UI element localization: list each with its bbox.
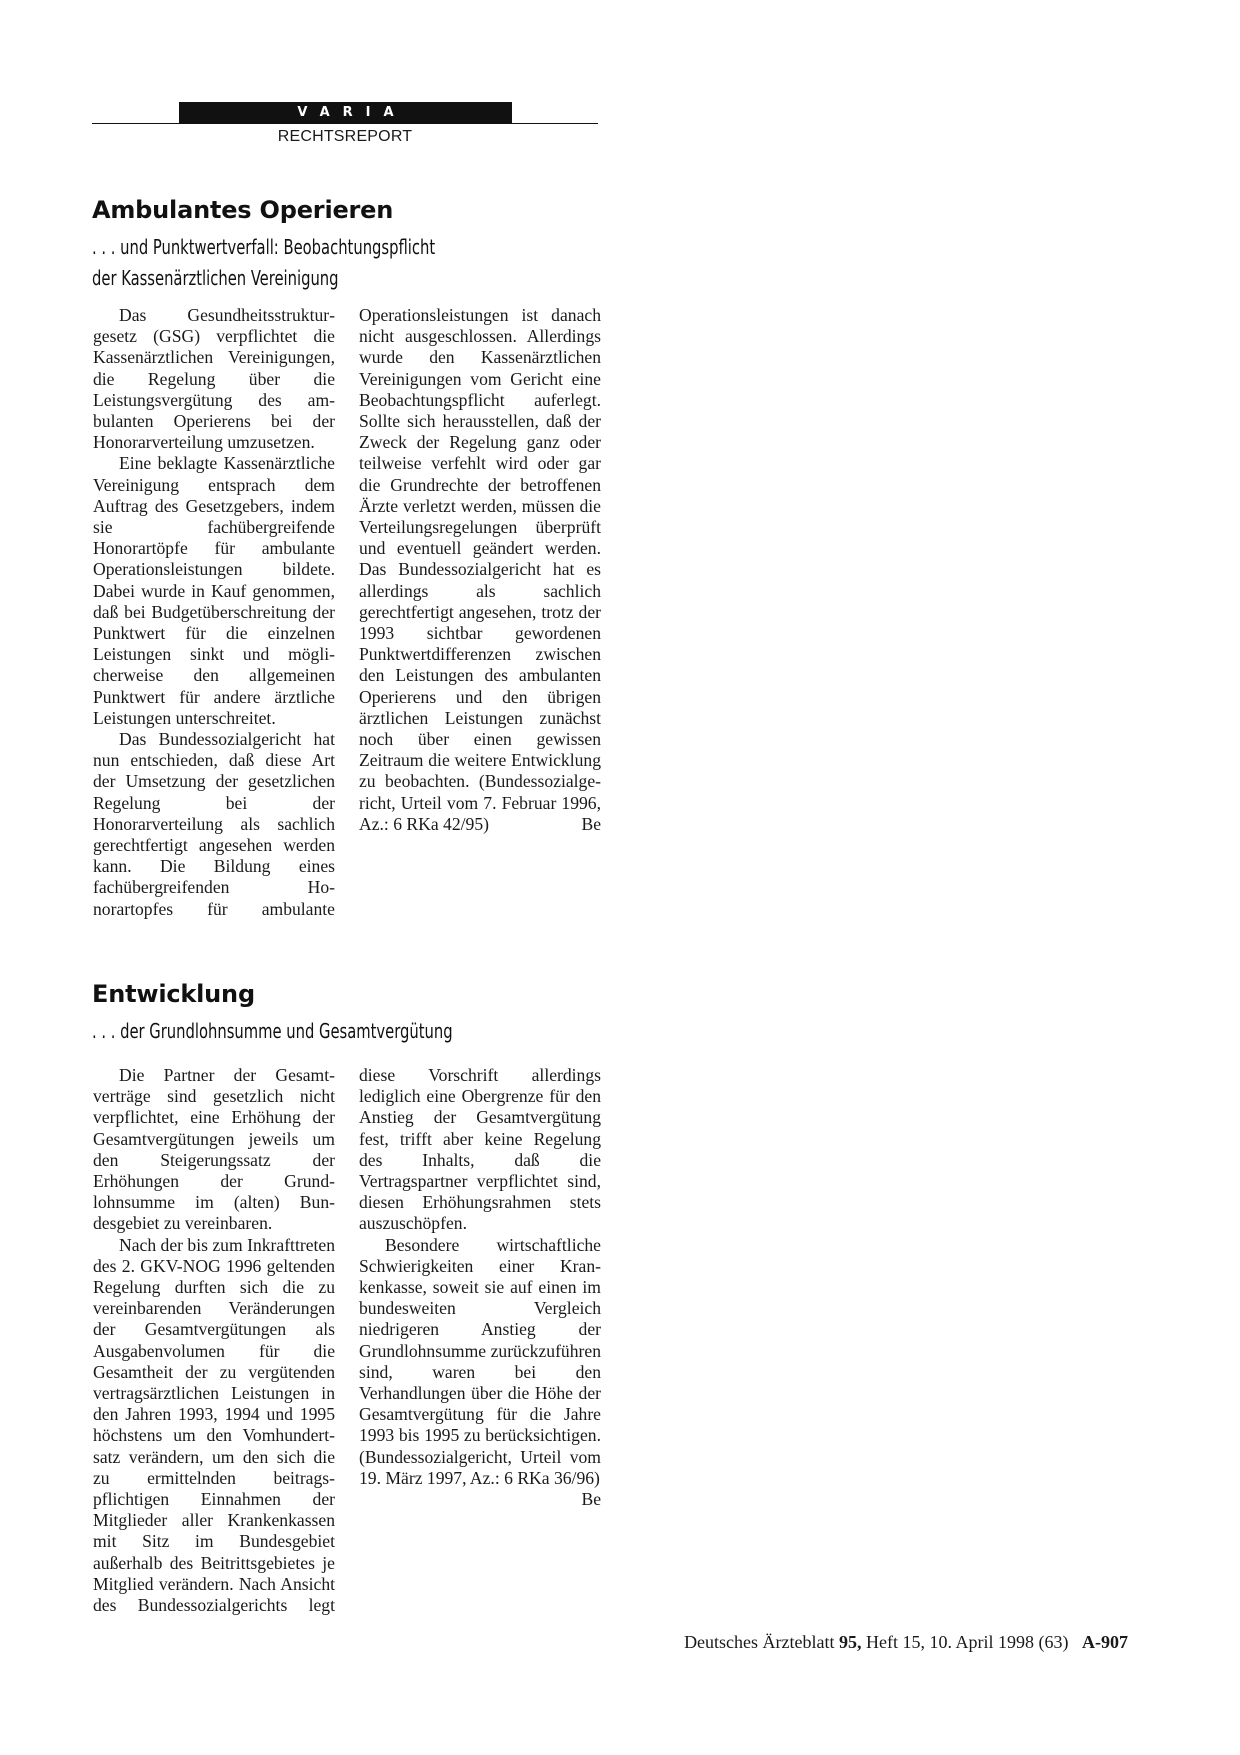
footer-issue: Heft 15, 10. April 1998 (63) — [866, 1632, 1069, 1652]
article2-paragraph-2: Nach der bis zum Inkrafttreten des 2. GKV-NOG 1996 geltenden Regelung durften sich die zu vereinbarenden Veränderungen der Gesamtvergütungen als Ausgabenvolumen für die Gesamtheit der zu vergütenden vertragsärztlichen Leistungen in den Jahren 1993, 1994 und 1995 höchstens um den Vomhundertsatz verändern, um den sich die zu ermittelnden beitragspflichtigen Einnahmen der Mitglieder aller Krankenkassen mit Sitz im Bundesgebiet außerhalb des Beitrittsgebietes je Mitglied verändern. Nach Ansicht des Bundessozialgerichts legt diese Vorschrift allerdings lediglich eine Obergrenze für den Anstieg der Gesamtvergütung fest, trifft aber keine Regelung des Inhalts, daß die Vertragspartner verpflichtet sind, diesen Erhöhungsrahmen stets auszuschöpfen. — [93, 1065, 601, 1616]
section-divider — [92, 123, 598, 124]
article2-body — [93, 1065, 601, 1637]
section-rubric: RECHTSREPORT — [277, 128, 413, 145]
article1-subtitle-line1: . . . und Punktwertverfall: Beobachtungspflicht — [92, 235, 436, 259]
article1-paragraph-3-text: Das Bundessozialgericht hat nun entschieden, daß diese Art der Umsetzung der gesetzlichen Regelung bei der Honorarverteilung als sachlich gerechtfertigt angesehen werden kann. Die Bildung eines fachübergreifenden Honorartopfes für ambulante Operationsleistungen ist danach nicht ausgeschlossen. Allerdings wurde den Kassenärztlichen Vereinigungen vom Gericht eine Beobachtungspflicht auferlegt. Sollte sich herausstellen, daß der Zweck der Regelung ganz oder teilweise verfehlt wird oder gar die Grundrechte der betroffenen Ärzte verletzt werden, müssen die Verteilungsregelungen überprüft und eventuell geändert werden. Das Bundessozialgericht hat es allerdings als sachlich gerechtfertigt angesehen, trotz der 1993 sichtbar gewordenen Punktwertdifferenzen zwischen den Leistungen des ambulanten Operierens und den übrigen ärztlichen Leistungen zunächst noch über einen gewissen Zeitraum die weitere Entwicklung zu beobachten. (Bundessozialgericht, Urteil vom 7. Februar 1996, Az.: 6 RKa 42/95) — [93, 305, 601, 919]
article1-title: Ambulantes Operieren — [92, 196, 394, 224]
section-banner: VARIA — [179, 102, 512, 123]
footer-journal: Deutsches Ärzteblatt — [684, 1632, 835, 1652]
article2-paragraph-3 — [359, 1234, 601, 1510]
article1-subtitle — [92, 232, 518, 294]
article1-paragraph-2: Eine beklagte Kassenärztliche Vereinigung entsprach dem Auftrag des Gesetzgebers, indem sie fachübergreifende Honorartöpfe für ambulante Operationsleistungen bildete. Dabei wurde in Kauf genommen, daß bei Budgetüberschreitung der Punktwert für die einzelnen Leistungen sinkt und möglicherweise den allgemeinen Punktwert für andere ärztliche Leistungen unterschreitet. — [93, 453, 335, 728]
article2-author: Be — [581, 1489, 601, 1510]
article1-author: Be — [581, 813, 601, 834]
article1-paragraph-1: Das Gesundheitsstrukturgesetz (GSG) verpflichtet die Kassenärztlichen Vereinigungen, die Regelung über die Leistungsvergütung des ambulanten Operierens bei der Honorarverteilung umzusetzen. — [93, 305, 335, 453]
footer-volume: 95, — [839, 1632, 862, 1652]
article1-subtitle-line2: der Kassenärztlichen Vereinigung — [92, 266, 339, 290]
article2-paragraph-3-text: Besondere wirtschaftliche Schwierigkeiten einer Krankenkasse, soweit sie auf einen im bundesweiten Vergleich niedrigeren Anstieg der Grundlohnsumme zurückzuführen sind, waren bei den Verhandlungen über die Höhe der Gesamtvergütung für die Jahre 1993 bis 1995 zu berücksichtigen. (Bundessozialgericht, Urteil vom 19. März 1997, Az.: 6 RKa 36/96) — [359, 1234, 601, 1488]
article2-subtitle: . . . der Grundlohnsumme und Gesamtvergütung — [92, 1019, 453, 1043]
article1-body — [93, 305, 601, 941]
article2-paragraph-1: Die Partner der Gesamtverträge sind gesetzlich nicht verpflichtet, eine Erhöhung der Gesamtvergütungen jeweils um den Steigerungssatz der Erhöhungen der Grundlohnsumme im (alten) Bundesgebiet zu vereinbaren. — [93, 1065, 335, 1234]
footer-page-number: A-907 — [1082, 1632, 1128, 1652]
article2-title: Entwicklung — [92, 980, 255, 1008]
page-footer — [600, 1632, 1128, 1653]
